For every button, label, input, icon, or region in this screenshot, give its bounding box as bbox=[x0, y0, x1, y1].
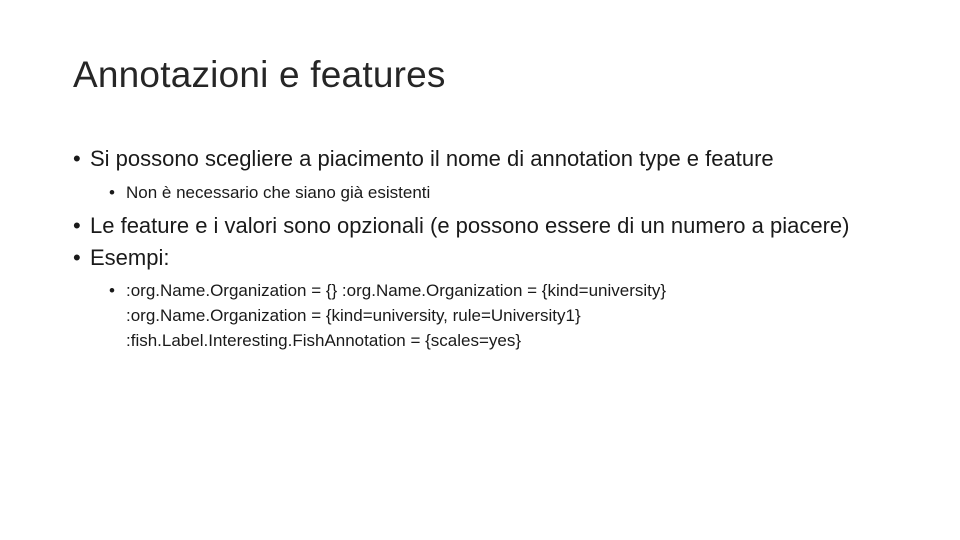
slide-title: Annotazioni e features bbox=[73, 54, 446, 95]
sub-bullet-text: Non è necessario che siano già esistenti bbox=[126, 183, 431, 202]
sub-bullet-item bbox=[73, 278, 893, 353]
sub-bullet-marker: • bbox=[109, 183, 115, 202]
bullet-item bbox=[73, 212, 893, 240]
example-line: :org.Name.Organization = {kind=university, rule=University1} bbox=[126, 306, 581, 325]
sub-bullet-marker: • bbox=[109, 281, 115, 300]
bullet-text: Esempi: bbox=[90, 245, 170, 270]
bullet-marker: • bbox=[73, 146, 81, 171]
bullet-marker: • bbox=[73, 213, 81, 238]
bullet-item bbox=[73, 244, 893, 272]
bullet-marker: • bbox=[73, 245, 81, 270]
bullet-item bbox=[73, 145, 893, 173]
example-line: :org.Name.Organization = {} :org.Name.Organization = {kind=university} bbox=[126, 281, 667, 300]
bullet-text: Si possono scegliere a piacimento il nome di annotation type e feature bbox=[90, 146, 774, 171]
slide-body bbox=[73, 145, 893, 353]
sub-bullet-item bbox=[73, 180, 893, 205]
bullet-text: Le feature e i valori sono opzionali (e possono essere di un numero a piacere) bbox=[90, 213, 850, 238]
example-line: :fish.Label.Interesting.FishAnnotation = {scales=yes} bbox=[126, 331, 522, 350]
